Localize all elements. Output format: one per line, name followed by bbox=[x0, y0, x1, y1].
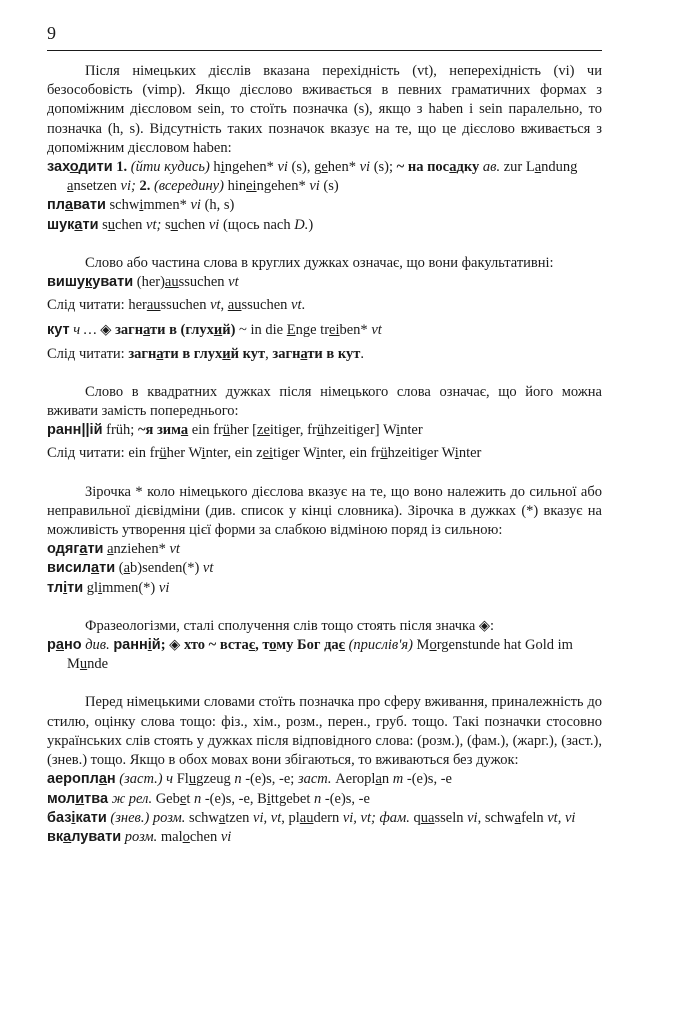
entry-odiahaty: одягати anziehen* vt bbox=[47, 541, 180, 558]
headword: молитва bbox=[47, 790, 109, 807]
entry-bazikaty: базікати (знев.) розм. schwatzen vi, vt, plaudern vi, vt; фам. quasseln vi, schwafeln vt, vi bbox=[47, 809, 576, 826]
intro-paragraph-labels: Перед німецькими словами стоїть позначка про сферу вживання, приналежність до стилю, оцінку слова тощо: фіз., хім., розм., перен., груб. тощо. Такі позначки стосовно українських слів стоять у дужках після відповідного слова: (розм.), (фам.), (жарг.), (заст.), (знев.) тощо. Якщо в обох мовах вони збігаються, то вживаються без дужок: bbox=[47, 694, 602, 769]
reading-note: Слід читати: heraussuchen vt, aussuchen vt. bbox=[47, 297, 306, 314]
reading-note: Слід читати: ein früher Winter, ein zeitiger Winter, ein frühzeitiger Winter bbox=[47, 445, 482, 462]
headword: тліти bbox=[47, 579, 84, 596]
headword: кут bbox=[47, 322, 70, 339]
headword: шукати bbox=[47, 216, 99, 233]
entry-zakhodyty: заходити 1. (йти кудись) hingehen* vi (s), gehen* vi (s); ~ на посадку ав. zur Landung ansetzen vi; 2. (всередину) hineingehen* vi (s) bbox=[47, 159, 578, 195]
intro-paragraph-round-brackets: Слово або частина слова в круглих дужках означає, що вони факультативні: bbox=[85, 254, 554, 271]
header-rule bbox=[47, 50, 602, 51]
headword: аероплан bbox=[47, 771, 116, 788]
reading-note: Слід читати: загнати в глухий кут, загнати в кут. bbox=[47, 345, 365, 362]
headword: базікати bbox=[47, 809, 107, 826]
intro-paragraph-asterisk: Зірочка * коло німецького дієслова вказує на те, що воно належить до сильної або неправильної дієвідміни (див. список у кінці словника). Зірочка в дужках (*) вказує на можливість утворення цієї форми за слабкою відміною поряд із сильною: bbox=[47, 483, 602, 539]
headword: вкалувати bbox=[47, 828, 122, 845]
entry-plavaty: плавати schwimmen* vi (h, s) bbox=[47, 197, 235, 214]
headword: вишукувати bbox=[47, 274, 134, 291]
headword: заходити bbox=[47, 159, 113, 176]
entry-vkaluvaty: вкалувати розм. malochen vi bbox=[47, 828, 232, 845]
entry-rannii: ранн||ій früh; ~я зима ein früher [zeitiger, frühzeitiger] Winter bbox=[47, 422, 423, 439]
intro-paragraph-transitivity: Після німецьких дієслів вказана перехідність (vt), неперехідність (vi) чи безособовість (vimp). Якщо дієслово вживається в певних граматичних формах з допоміжним дієсловом sein, то стоїть позначка (s), якщо з haben і sein паралельно, то позначка (h, s). Відсутність таких позначок вказує на те, що це дієслово вживається з допоміжним дієсловом haben: bbox=[47, 63, 602, 156]
headword: плавати bbox=[47, 197, 106, 214]
headword: рано bbox=[47, 637, 82, 654]
intro-paragraph-phraseology: Фразеологізми, сталі сполучення слів тощо стоять після значка ◈: bbox=[85, 617, 495, 634]
entry-vysylaty: висилати (ab)senden(*) vt bbox=[47, 560, 214, 577]
headword: висилати bbox=[47, 560, 116, 577]
entry-vyshukuvaty: вишукувати (her)aussuchen vt bbox=[47, 274, 239, 291]
entry-aeroplan: аероплан (заст.) ч Flugzeug n -(e)s, -e; заст. Aeroplan m -(e)s, -e bbox=[47, 771, 452, 788]
entry-tlity: тліти glimmen(*) vi bbox=[47, 579, 170, 596]
page-number: 9 bbox=[47, 23, 56, 43]
entry-molytva: молитва ж рел. Gebet n -(e)s, -e, Bittgebet n -(e)s, -e bbox=[47, 790, 370, 807]
headword: ранн||ій bbox=[47, 422, 103, 439]
headword: одягати bbox=[47, 541, 104, 558]
entry-kut: кут ч … ◈ загнати в (глухий) ~ in die Enge treiben* vt bbox=[47, 322, 382, 339]
entry-rano: рано див. ранній; ◈ хто ~ встає, тому Бог дає (прислів'я) Morgenstunde hat Gold im Munde bbox=[47, 637, 573, 673]
page-content bbox=[47, 62, 602, 847]
intro-paragraph-square-brackets: Слово в квадратних дужках після німецького слова означає, що його можна вживати замість попереднього: bbox=[47, 383, 602, 420]
entry-shukaty: шукати suchen vt; suchen vi (щось nach D.) bbox=[47, 216, 314, 233]
phraseology-diamond-icon: ◈ bbox=[96, 322, 116, 339]
